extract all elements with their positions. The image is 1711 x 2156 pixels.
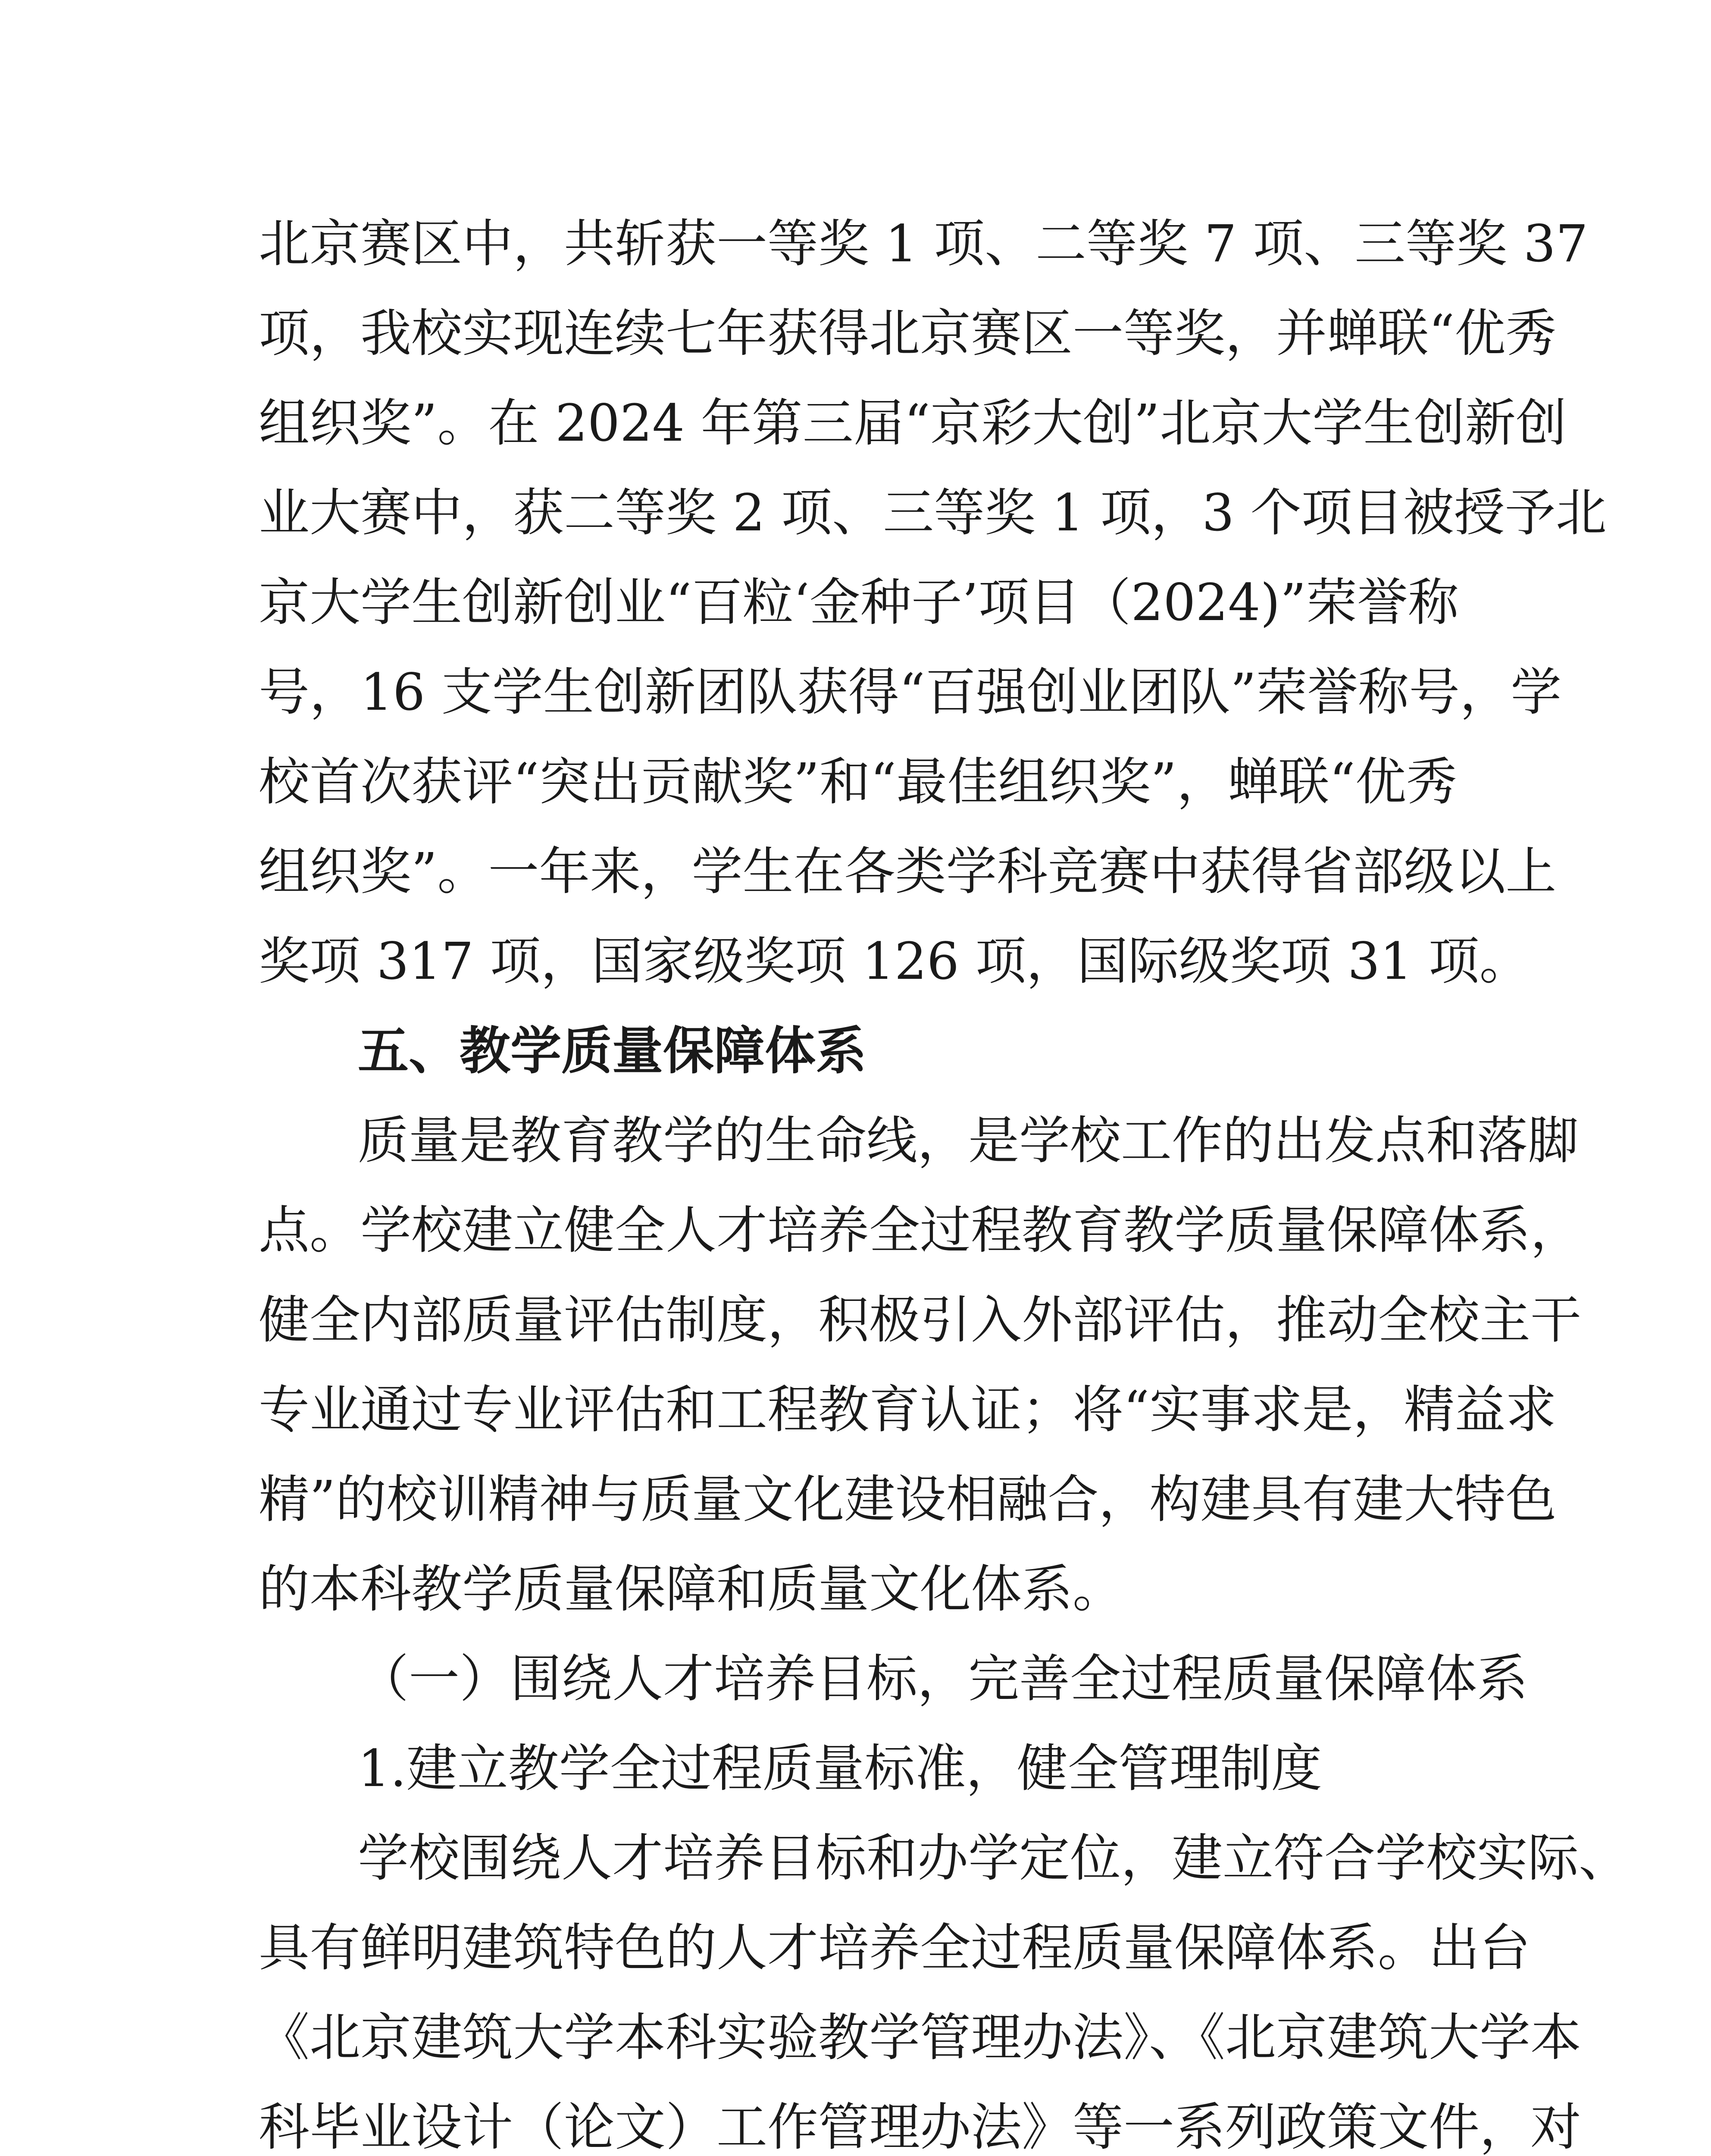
paragraph-line: 《北京建筑大学本科实验教学管理办法》、《北京建筑大学本: [259, 2008, 1582, 2067]
subsection-heading: （一）围绕人才培养目标，完善全过程质量保障体系: [358, 1649, 1528, 1708]
paragraph-line: 质量是教育教学的生命线，是学校工作的出发点和落脚: [358, 1111, 1579, 1170]
paragraph-line: 组织奖”。在 2024 年第三届“京彩大创”北京大学生创新创: [259, 393, 1567, 453]
paragraph-line: 精”的校训精神与质量文化建设相融合，构建具有建大特色: [259, 1470, 1557, 1529]
paragraph-line: 京大学生创新创业“百粒‘金种子’项目（2024)”荣誉称: [259, 573, 1459, 632]
paragraph-line: 健全内部质量评估制度，积极引入外部评估，推动全校主干: [259, 1290, 1582, 1350]
paragraph-line: 奖项 317 项，国家级奖项 126 项，国际级奖项 31 项。: [259, 931, 1530, 991]
paragraph-line: 科毕业设计（论文）工作管理办法》等一系列政策文件，对: [259, 2097, 1582, 2156]
paragraph-line: 学校围绕人才培养目标和办学定位，建立符合学校实际、: [358, 1828, 1630, 1888]
paragraph-line: 组织奖”。一年来，学生在各类学科竞赛中获得省部级以上: [259, 842, 1557, 901]
paragraph-line: 项，我校实现连续七年获得北京赛区一等奖，并蝉联“优秀: [259, 304, 1557, 363]
paragraph-line: 专业通过专业评估和工程教育认证；将“实事求是，精益求: [259, 1380, 1557, 1439]
paragraph-line: 校首次获评“突出贡献奖”和“最佳组织奖”，蝉联“优秀: [259, 752, 1457, 812]
paragraph-line: 的本科教学质量保障和质量文化体系。: [259, 1559, 1124, 1619]
paragraph-line: 业大赛中，获二等奖 2 项、三等奖 1 项，3 个项目被授予北: [259, 483, 1607, 542]
paragraph-line: 点。学校建立健全人才培养全过程教育教学质量保障体系，: [259, 1200, 1582, 1260]
paragraph-line: 北京赛区中，共斩获一等奖 1 项、二等奖 7 项、三等奖 37: [259, 214, 1588, 273]
section-heading: 五、教学质量保障体系: [358, 1021, 867, 1081]
item-heading: 1.建立教学全过程质量标准，健全管理制度: [358, 1739, 1322, 1798]
paragraph-line: 具有鲜明建筑特色的人才培养全过程质量保障体系。出台: [259, 1918, 1531, 1977]
paragraph-line: 号，16 支学生创新团队获得“百强创业团队”荣誉称号，学: [259, 662, 1562, 722]
